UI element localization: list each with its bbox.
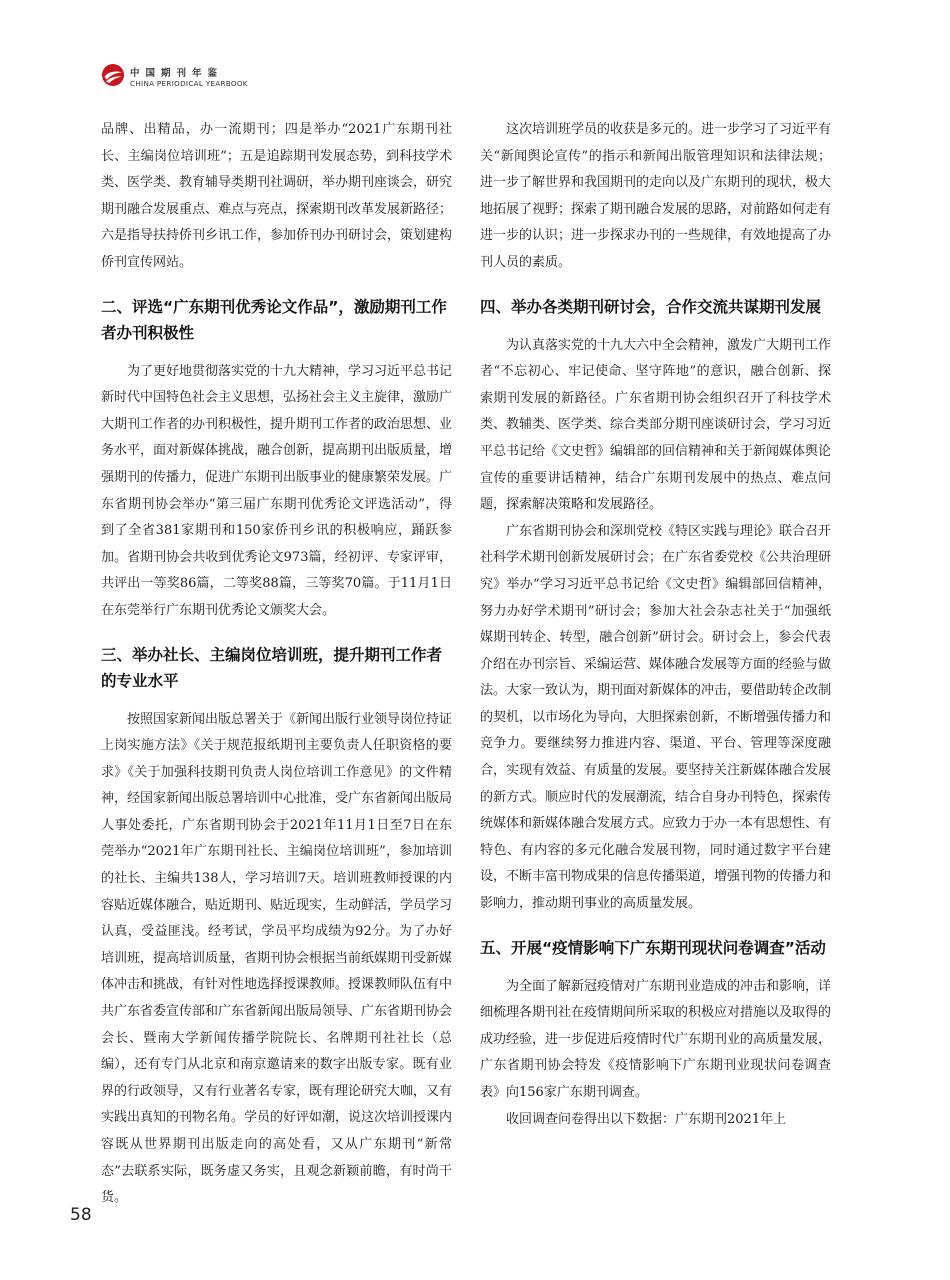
brand-name-cn: 中国期刊年鉴 — [130, 68, 224, 79]
yearbook-logo-icon — [101, 63, 125, 87]
page-number: 58 — [70, 1205, 92, 1225]
paragraph: 按照国家新闻出版总署关于《新闻出版行业领导岗位持证上岗实施方法》《关于规范报纸期刊主要负责人任职资格的要求》《关于加强科技期刊负责人岗位培训工作意见》的文件精神，经国家新闻出版总署培训中心批准，受广东省新闻出版局人事处委托，广东省期刊协会于2021年11月1日至7日在东莞举办“2021年广东期刊社长、主编岗位培训班”，参加培训的社长、主编共138人，学习培训7天。培训班教师授课的内容贴近媒体融合，贴近期刊、贴近现实，生动鲜活，学员学习认真，受益匪浅。经考试，学员平均成绩为92分。为了办好培训班，提高培训质量，省期刊协会根据当前纸媒期刊受新媒体冲击和挑战，有针对性地选择授课教师。授课教师队伍有中共广东省委宣传部和广东省新闻出版局领导、广东省期刊协会会长、暨南大学新闻传播学院院长、名牌期刊社社长（总编），还有专门从北京和南京邀请来的数字出版专家。既有业界的行政领导，又有行业著名专家，既有理论研究大咖，又有实践出真知的刊物名角。学员的好评如潮，说这次培训授课内容既从世界期刊出版走向的高处看，又从广东期刊“新常态”去联系实际，既务虚又务实，且观念新颖前瞻，有时尚干货。 — [101, 711, 453, 1206]
paragraph: 收回调查问卷得出以下数据：广东期刊2021年上 — [506, 1111, 787, 1127]
paragraph: 品牌、出精品，办一流期刊；四是举办“2021广东期刊社长、主编岗位培训班”；五是追踪期刊发展态势，到科技学术类、医学类、教育辅导类期刊社调研，举办期刊座谈会，研究期刊融合发展重点、难点与亮点，探索期刊改革发展新路径；六是指导扶持侨刊乡讯工作，参加侨刊办刊研讨会，策划建构侨刊宣传网站。 — [101, 122, 453, 270]
section-heading-2: 二、评选“广东期刊优秀论文作品”，激励期刊工作者办刊积极性 — [101, 297, 447, 342]
section-heading-3: 三、举办社长、主编岗位培训班，提升期刊工作者的专业水平 — [101, 645, 443, 690]
right-column — [480, 117, 831, 1133]
brand-name-en: CHINA PERIODICAL YEARBOOK — [130, 79, 248, 88]
paragraph: 广东省期刊协会和深圳党校《特区实践与理论》联合召开社科学术期刊创新发展研讨会；在广东省委党校《公共治理研究》举办“学习习近平总书记给《文史哲》编辑部回信精神，努力办好学术期刊”研讨会；参加大社会杂志社关于“加强纸媒期刊转企、转型，融合创新”研讨会。研讨会上，参会代表介绍在办刊宗旨、采编运营、媒体融合发展等方面的经验与做法。大家一致认为，期刊面对新媒体的冲击，要借助转企改制的契机，以市场化为导向，大胆探索创新，不断增强传播力和竞争力。要继续努力推进内容、渠道、平台、管理等深度融合，实现有效益、有质量的发展。要坚持关注新媒体融合发展的新方式。顺应时代的发展潮流，结合自身办刊特色，探索传统媒体和新媒体融合发展方式。应致力于办一本有思想性、有特色、有内容的多元化融合发展刊物，同时通过数字平台建设，不断丰富刊物成果的信息传播渠道，增强刊物的传播力和影响力，推动期刊事业的高质量发展。 — [480, 523, 832, 912]
paragraph: 为了更好地贯彻落实党的十九大精神，学习习近平总书记新时代中国特色社会主义思想，弘扬社会主义主旋律，激励广大期刊工作者的办刊积极性，提升期刊工作者的政治思想、业务水平，面对新媒体挑战，融合创新，提高期刊出版质量，增强期刊的传播力，促进广东期刊出版事业的健康繁荣发展。广东省期刊协会举办“第三届广东期刊优秀论文评选活动”，得到了全省381家期刊和150家侨刊乡讯的积极响应，踊跃参加。省期刊协会共收到优秀论文973篇，经初评、专家评审，共评出一等奖86篇，二等奖88篇，三等奖70篇。于11月1日在东莞举行广东期刊优秀论文颁奖大会。 — [101, 363, 453, 618]
paragraph: 为认真落实党的十九大六中全会精神，激发广大期刊工作者“不忘初心、牢记使命、坚守阵地”的意识，融合创新、探索期刊发展的新路径。广东省期刊协会组织召开了科技学术类、教辅类、医学类、综合类部分期刊座谈研讨会，学习习近平总书记给《文史哲》编辑部的回信精神和关于新闻媒体舆论宣传的重要讲话精神，结合广东期刊发展中的热点、难点问题，探索解决策略和发展路径。 — [480, 337, 832, 513]
paragraph: 这次培训班学员的收获是多元的。进一步学习了习近平有关“新闻舆论宣传”的指示和新闻出版管理知识和法律法规；进一步了解世界和我国期刊的走向以及广东期刊的现状，极大地拓展了视野；探索了期刊融合发展的思路，对前路如何走有进一步的认识；进一步探求办刊的一些规律，有效地提高了办刊人员的素质。 — [480, 122, 832, 270]
section-heading-5: 五、开展“疫情影响下广东期刊现状问卷调查”活动 — [480, 938, 826, 957]
section-heading-4: 四、举办各类期刊研讨会，合作交流共谋期刊发展 — [480, 297, 822, 316]
paragraph: 为全面了解新冠疫情对广东期刊业造成的冲击和影响，详细梳理各期刊社在疫情期间所采取的积极应对措施以及取得的成功经验，进一步促进后疫情时代广东期刊业的高质量发展，广东省期刊协会特发《疫情影响下广东期刊业现状问卷调查表》向156家广东期刊调查。 — [480, 978, 832, 1100]
left-column — [101, 117, 452, 1212]
